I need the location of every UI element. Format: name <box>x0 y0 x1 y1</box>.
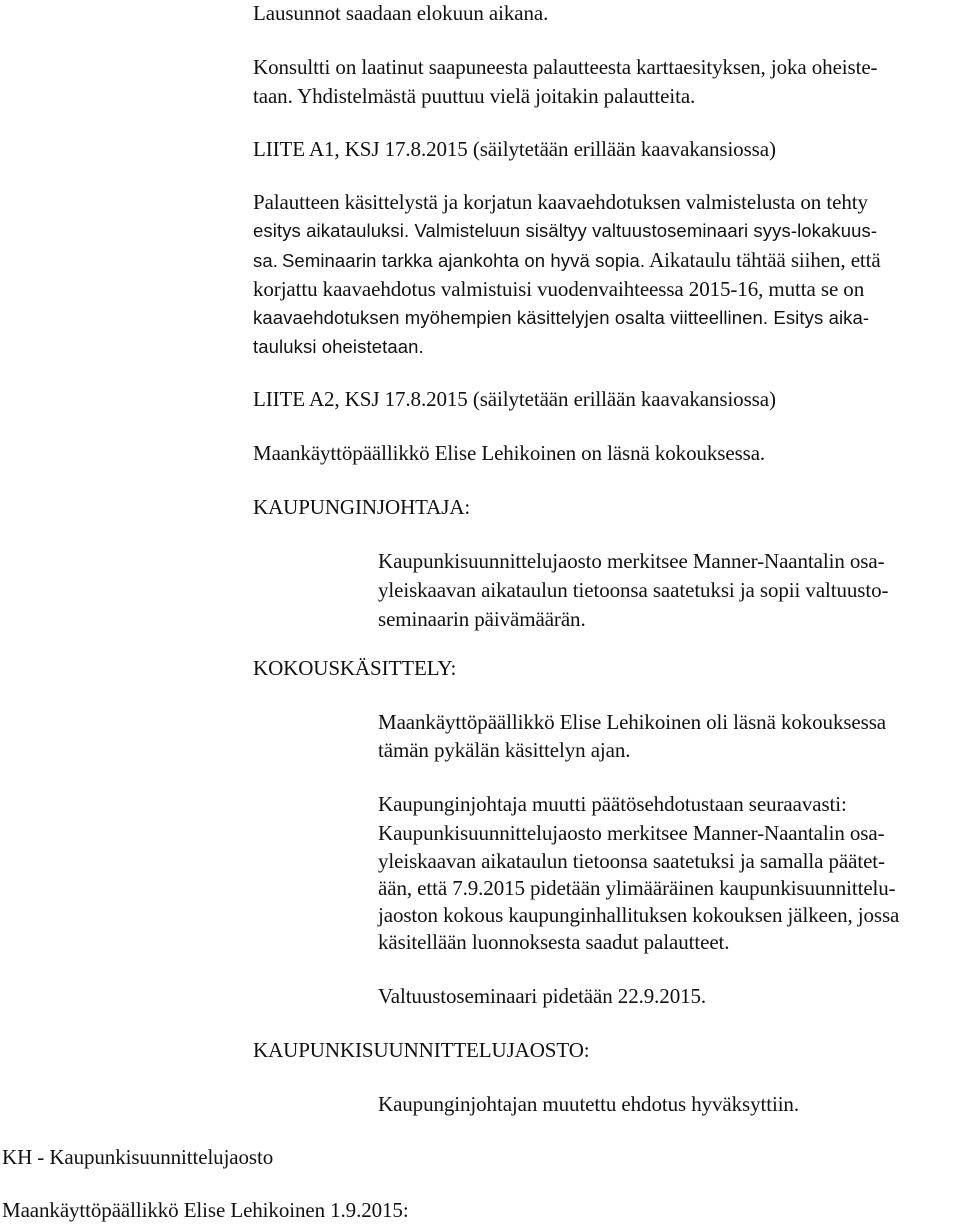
presence-note: Maankäyttöpäällikkö Elise Lehikoinen on läsnä kokouksessa. <box>253 441 766 465</box>
amendment-line: ään, että 7.9.2015 pidetään ylimääräinen kaupunkisuunnittelu- <box>378 876 896 900</box>
meeting-heading: KOKOUSKÄSITTELY: <box>253 656 457 680</box>
schedule-text-fragment: Seminaarin tarkka ajankohta on hyvä sopia. <box>281 250 646 271</box>
attachment-a2: LIITE A2, KSJ 17.8.2015 (säilytetään erillään kaavakansiossa) <box>253 387 776 411</box>
seminar-date: Valtuustoseminaari pidetään 22.9.2015. <box>378 984 707 1008</box>
schedule-paragraph-line <box>253 248 881 272</box>
intro-text: Lausunnot saadaan elokuun aikana. <box>253 1 549 25</box>
mayor-proposal-line: Kaupunkisuunnittelujaosto merkitsee Manner-Naantalin osa- <box>378 549 885 573</box>
mayor-proposal-line: yleiskaavan aikataulun tietoonsa saatetuksi ja sopii valtuusto- <box>378 578 889 602</box>
meeting-presence-line: tämän pykälän käsittelyn ajan. <box>378 738 631 762</box>
footer-body: KH - Kaupunkisuunnittelujaosto <box>2 1145 274 1169</box>
schedule-text-fragment: Aikataulu tähtää siihen, että <box>649 248 881 272</box>
footer-author: Maankäyttöpäällikkö Elise Lehikoinen 1.9.2015: <box>2 1198 409 1222</box>
attachment-a1: LIITE A1, KSJ 17.8.2015 (säilytetään erillään kaavakansiossa) <box>253 137 776 161</box>
amendment-line: jaoston kokous kaupunginhallituksen kokouksen jälkeen, jossa <box>378 903 900 927</box>
amendment-line: käsitellään luonnoksesta saadut palautteet. <box>378 930 730 954</box>
amendment-line: yleiskaavan aikataulun tietoonsa saatetuksi ja samalla päätet- <box>378 849 885 873</box>
mayor-heading: KAUPUNGINJOHTAJA: <box>253 495 471 519</box>
consultant-paragraph-line: taan. Yhdistelmästä puuttuu vielä joitakin palautteita. <box>253 84 696 108</box>
committee-heading: KAUPUNKISUUNNITTELUJAOSTO: <box>253 1038 590 1062</box>
schedule-paragraph-line: Palautteen käsittelystä ja korjatun kaavaehdotuksen valmistelusta on tehty <box>253 190 868 214</box>
mayor-proposal-line: seminaarin päivämäärän. <box>378 607 586 631</box>
committee-decision: Kaupunginjohtajan muutettu ehdotus hyväksyttiin. <box>378 1092 799 1116</box>
schedule-paragraph-line: kaavaehdotuksen myöhempien käsittelyjen osalta viitteellinen. Esitys aika- <box>253 307 870 328</box>
schedule-text-fragment: sa. <box>253 250 278 271</box>
schedule-paragraph-line: esitys aikatauluksi. Valmisteluun sisältyy valtuustoseminaari syys-lokakuus- <box>253 220 878 241</box>
meeting-presence-line: Maankäyttöpäällikkö Elise Lehikoinen oli läsnä kokouksessa <box>378 710 887 734</box>
schedule-paragraph-line: tauluksi oheistetaan. <box>253 336 424 357</box>
consultant-paragraph-line: Konsultti on laatinut saapuneesta palautteesta karttaesityksen, joka oheiste- <box>253 55 878 79</box>
amendment-line: Kaupunginjohtaja muutti päätösehdotustaan seuraavasti: <box>378 792 847 816</box>
amendment-line: Kaupunkisuunnittelujaosto merkitsee Manner-Naantalin osa- <box>378 821 885 845</box>
schedule-paragraph-line: korjattu kaavaehdotus valmistuisi vuodenvaihteessa 2015-16, mutta se on <box>253 277 865 301</box>
